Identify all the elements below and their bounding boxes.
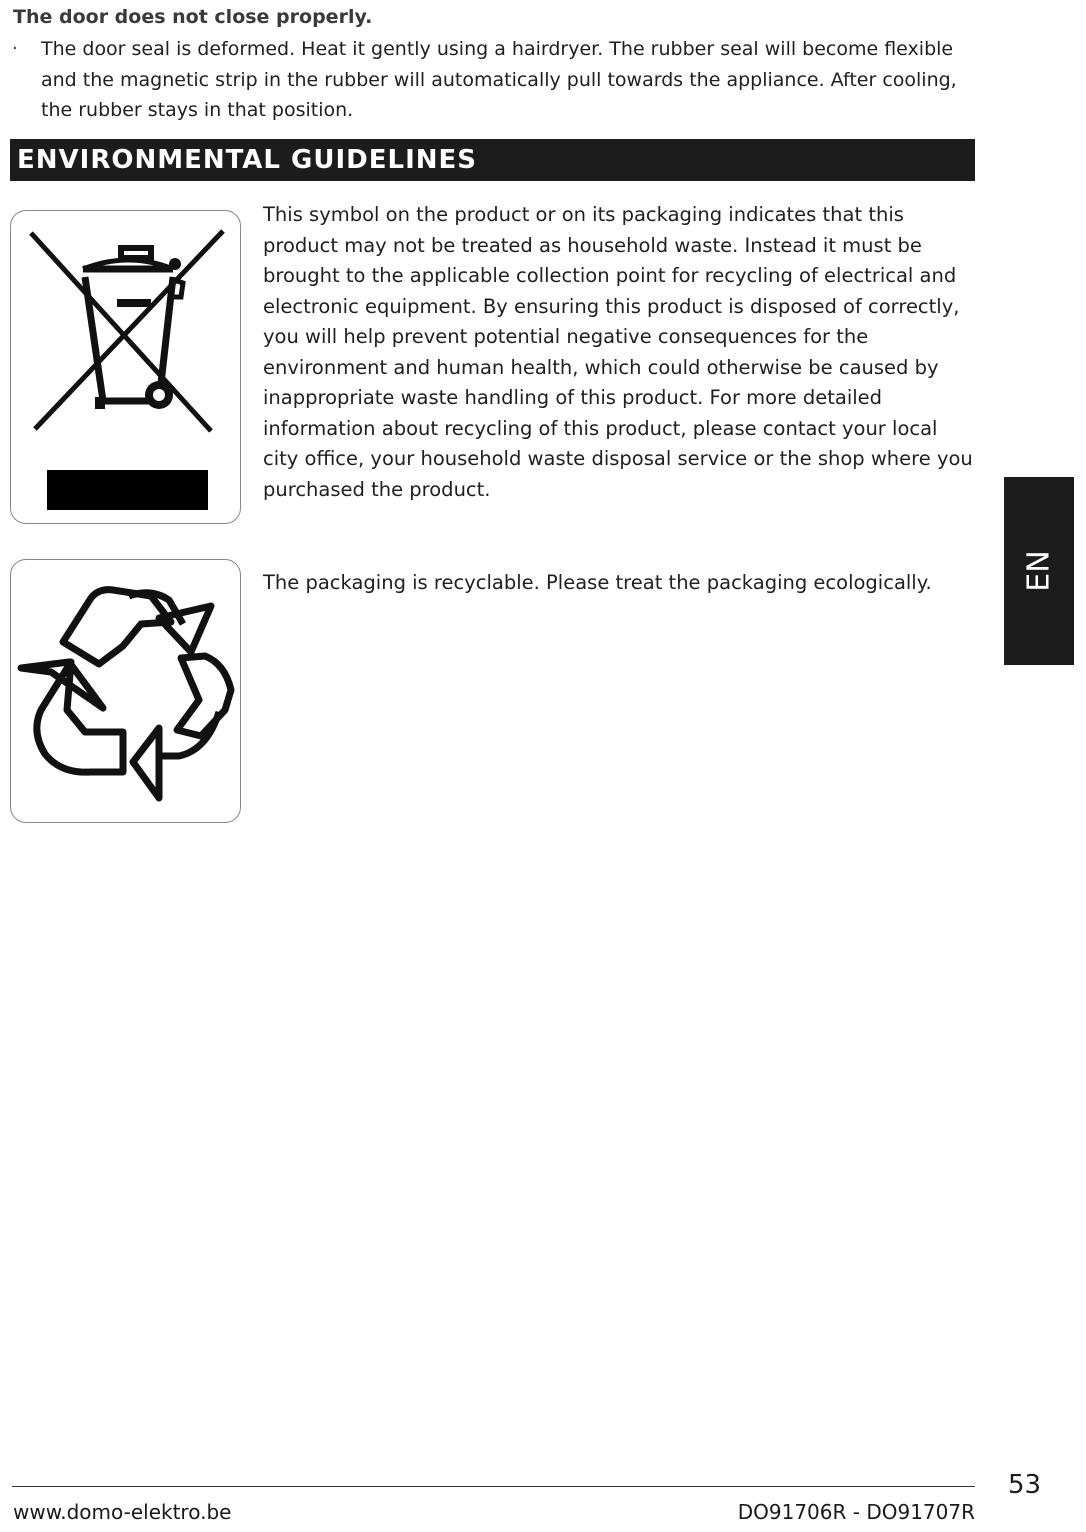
section-header-bar	[10, 139, 975, 181]
crossed-out-wheelie-bin-icon	[10, 210, 241, 524]
weee-description: This symbol on the product or on its packaging indicates that this product may not be treated as household waste. Instead it must be brought to the applicable collection point for recycling of electrical and electronic equipment. By ensuring this product is disposed of correctly, you will help prevent potential negative consequences for the environment and human health, which could otherwise be caused by inappropriate waste handling of this product. For more detailed information about recycling of this product, please contact your local city office, your household waste disposal service or the shop where you purchased the product.	[263, 203, 973, 501]
footer-divider	[12, 1486, 975, 1487]
language-tab	[1004, 477, 1074, 665]
page-number: 53	[1008, 1470, 1042, 1500]
recycle-icon	[10, 559, 241, 823]
troubleshooting-title: The door does not close properly.	[13, 6, 373, 28]
footer-model-numbers: DO91706R - DO91707R	[737, 1500, 975, 1524]
section-title: ENVIRONMENTAL GUIDELINES	[17, 145, 478, 175]
language-label: EN	[1021, 550, 1057, 592]
footer-website: www.domo-elektro.be	[13, 1500, 232, 1524]
bullet-marker: ·	[12, 38, 18, 59]
packaging-description: The packaging is recyclable. Please treat the packaging ecologically.	[263, 571, 932, 594]
troubleshooting-text: The door seal is deformed. Heat it gently using a hairdryer. The rubber seal will become flexible and the magnetic strip in the rubber will automatically pull towards the appliance. After cooling, the rubber stays in that position.	[41, 38, 957, 121]
